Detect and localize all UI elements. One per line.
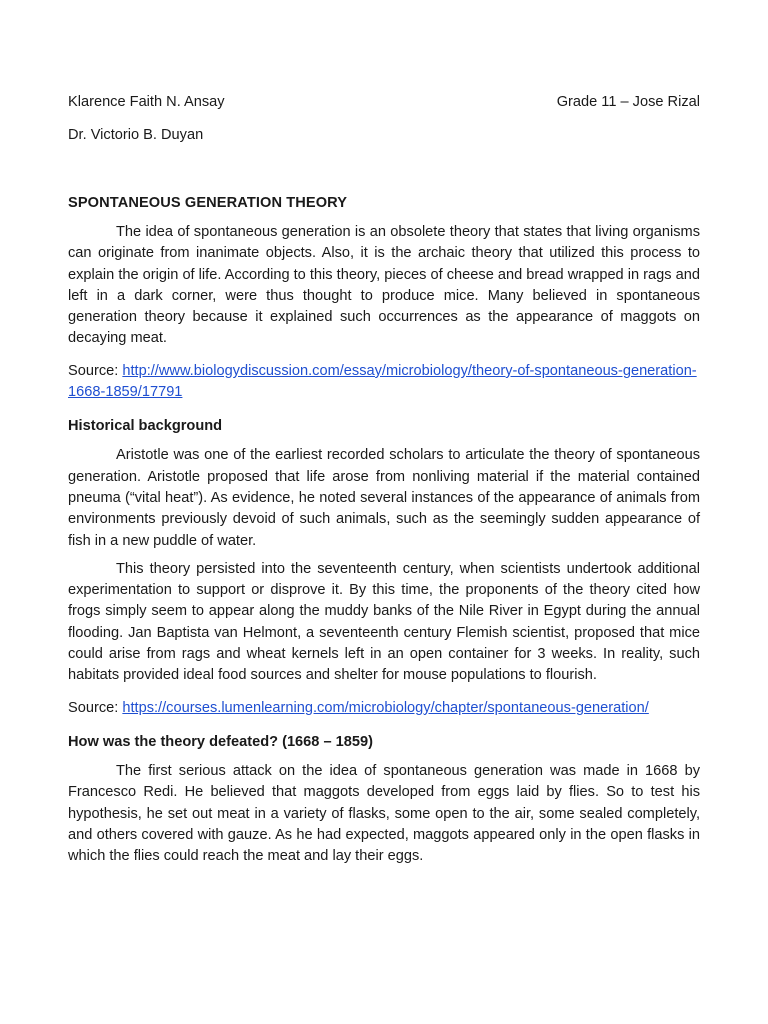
source-2-link[interactable]: https://courses.lumenlearning.com/microbiology/chapter/spontaneous-generation/ bbox=[122, 699, 649, 716]
intro-paragraph: The idea of spontaneous generation is an obsolete theory that states that living organisms can originate from inanimate objects. Also, it is the archaic theory that utilized this process to explain the origin of life. According to this theory, pieces of cheese and bread wrapped in rags and left in a dark corner, were thus thought to produce mice. Many believed in spontaneous generation theory because it explained such occurrences as the appearance of maggots on decaying meat. bbox=[68, 224, 700, 347]
student-name: Klarence Faith N. Ansay bbox=[68, 94, 225, 110]
document-page bbox=[68, 90, 700, 867]
section-heading-theory-defeated: How was the theory defeated? (1668 – 1859) bbox=[68, 733, 373, 750]
source-1-link[interactable]: http://www.biologydiscussion.com/essay/microbiology/theory-of-spontaneous-generation-1668-1859/17791 bbox=[68, 362, 697, 401]
teacher-name: Dr. Victorio B. Duyan bbox=[68, 127, 204, 143]
source-2 bbox=[68, 698, 700, 719]
header-row bbox=[68, 90, 700, 114]
source-1 bbox=[68, 361, 700, 404]
history-paragraph-2: This theory persisted into the seventeenth century, when scientists undertook additional experimentation to support or disprove it. By this time, the proponents of the theory cited how frogs simply seem to appear along the muddy banks of the Nile River in Egypt during the annual flooding. Jan Baptista van Helmont, a seventeenth century Flemish scientist, proposed that mice could arise from rags and wheat kernels left in an open container for 3 weeks. In reality, such habitats provided ideal food sources and shelter for mouse populations to flourish. bbox=[68, 560, 700, 684]
source-1-label: Source: bbox=[68, 362, 123, 379]
section-heading-historical-background: Historical background bbox=[68, 418, 223, 435]
history-paragraph-1: Aristotle was one of the earliest recorded scholars to articulate the theory of spontaneous generation. Aristotle proposed that life arose from nonliving material if the material contained pneuma (“vital heat”). As evidence, he noted several instances of the appearance of animals from environments previously devoid of such animals, such as the seemingly sudden appearance of fish in a new puddle of water. bbox=[68, 447, 700, 549]
grade-section: Grade 11 – Jose Rizal bbox=[556, 94, 700, 110]
defeat-paragraph: The first serious attack on the idea of spontaneous generation was made in 1668 by Francesco Redi. He believed that maggots developed from eggs laid by flies. So to test his hypothesis, he set out meat in a variety of flasks, some open to the air, some sealed completely, and others covered with gauze. As he had expected, maggots appeared only in the open flasks in which the flies could reach the meat and lay their eggs. bbox=[68, 762, 700, 865]
source-2-label: Source: bbox=[68, 699, 123, 716]
document-title: SPONTANEOUS GENERATION THEORY bbox=[68, 195, 348, 211]
